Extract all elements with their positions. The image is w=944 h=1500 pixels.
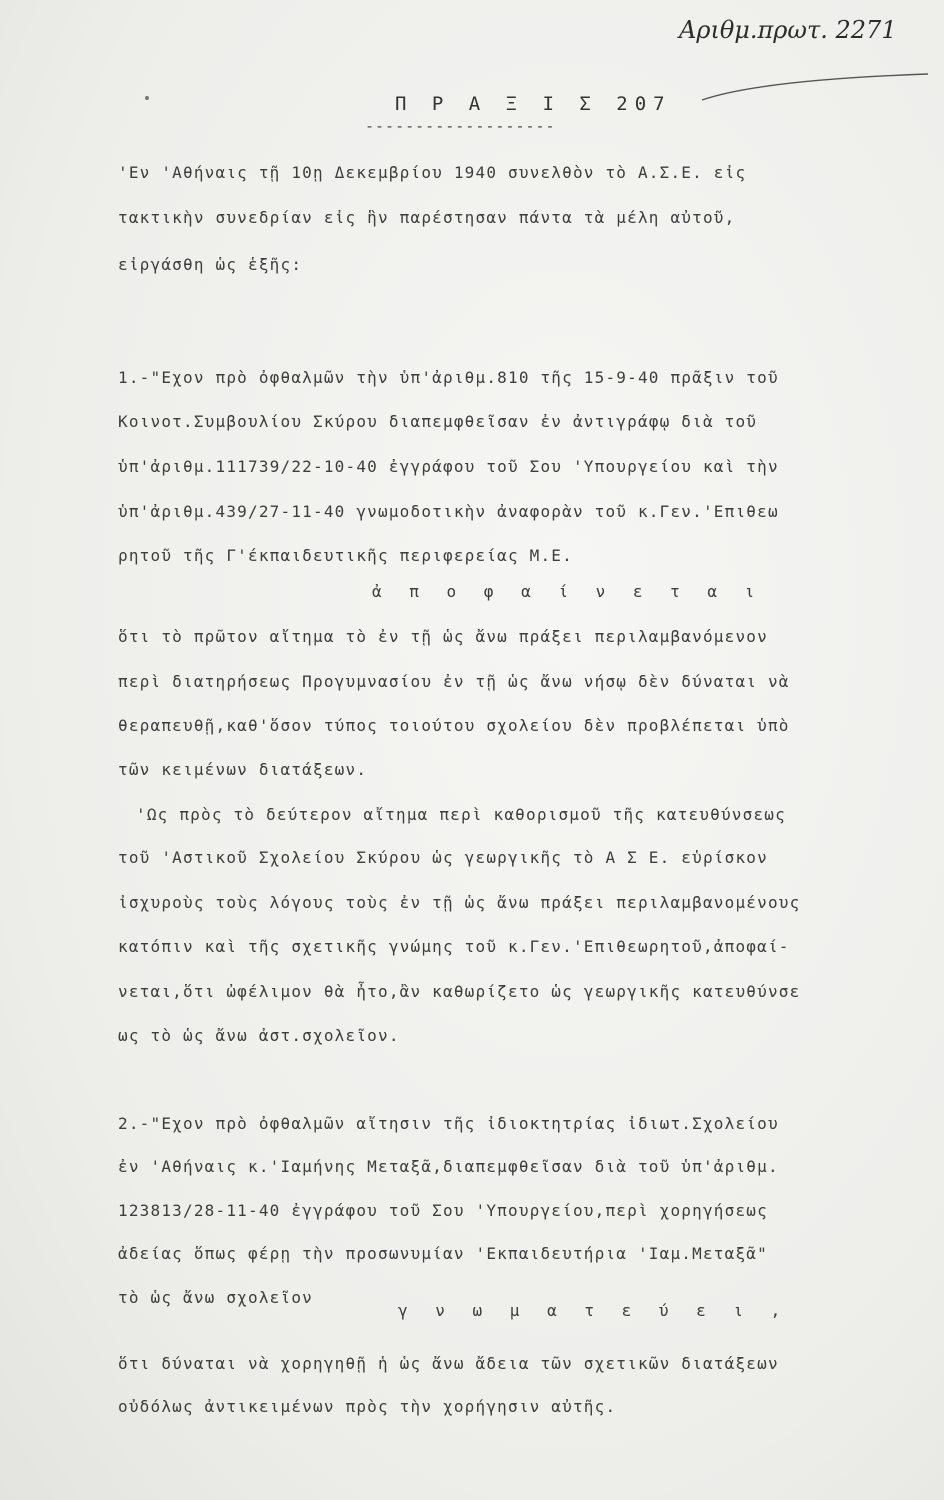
item2-decision-line: ὅτι δύναται νὰ χορηγηθῇ ἡ ὡς ἄνω ἄδεια τῶν σχετικῶν διατάξεων xyxy=(118,1354,779,1373)
item1-decision-line: ὅτι τὸ πρῶτον αἴτημα τὸ ἐν τῇ ὡς ἄνω πράξει περιλαμβανόμενον xyxy=(118,627,768,646)
intro-line: 'Εν 'Αθήναις τῇ 10ῃ Δεκεμβρίου 1940 συνελθὸν τὸ Α.Σ.Ε. εἰς xyxy=(118,163,747,182)
item1-line: 1.-"Εχον πρὸ ὀφθαλμῶν τὴν ὑπ'ἀριθμ.810 τῆς 15-9-40 πρᾶξιν τοῦ xyxy=(118,368,779,387)
item2-line: ἀδείας ὅπως φέρῃ τὴν προσωνυμίαν 'Εκπαιδευτήρια 'Ιαμ.Μεταξᾶ" xyxy=(118,1244,768,1263)
item1-decision-line: κατόπιν καὶ τῆς σχετικῆς γνώμης τοῦ κ.Γεν.'Επιθεωρητοῦ,ἀποφαί- xyxy=(118,937,790,956)
item1-decision-line: περὶ διατηρήσεως Προγυμνασίου ἐν τῇ ὡς ἄνω νήσῳ δὲν δύναται νὰ xyxy=(118,672,790,691)
pen-stroke-mark xyxy=(700,70,930,110)
handwritten-annotation xyxy=(675,6,935,50)
item1-line: Κοινοτ.Συμβουλίου Σκύρου διαπεμφθεῖσαν ἐν ἀντιγράφῳ διὰ τοῦ xyxy=(118,412,758,431)
item1-decision-line: ως τὸ ὡς ἄνω ἀστ.σχολεῖον. xyxy=(118,1026,400,1045)
item1-decision-line: τῶν κειμένων διατάξεων. xyxy=(118,760,368,779)
item1-line: ὑπ'ἀριθμ.439/27-11-40 γνωμοδοτικὴν ἀναφορὰν τοῦ κ.Γεν.'Επιθεω xyxy=(118,502,779,521)
ink-dot xyxy=(145,96,149,100)
item2-line: ἐν 'Αθήναις κ.'Ιαμήνης Μεταξᾶ,διαπεμφθεῖσαν διὰ τοῦ ὑπ'ἀριθμ. xyxy=(118,1157,779,1176)
item2-line: τὸ ὡς ἄνω σχολεῖον xyxy=(118,1288,313,1307)
intro-line: εἰργάσθη ὡς ἑξῆς: xyxy=(118,255,303,274)
item2-decision-line: οὐδόλως ἀντικειμένων πρὸς τὴν χορήγησιν αὐτῆς. xyxy=(118,1397,617,1416)
item1-decision-line: τοῦ 'Αστικοῦ Σχολείου Σκύρου ὡς γεωργικῆς τὸ Α Σ Ε. εὑρίσκον xyxy=(118,848,768,867)
intro-line: τακτικὴν συνεδρίαν εἰς ἣν παρέστησαν πάντα τὰ μέλη αὐτοῦ, xyxy=(118,208,736,227)
handwritten-annotation-text: Αριθμ.πρωτ. 2271 xyxy=(679,16,897,44)
title-underline: ------------------- xyxy=(365,117,556,135)
item1-line: ρητοῦ τῆς Γ'έκπαιδευτικῆς περιφερείας Μ.Ε. xyxy=(118,546,573,565)
item1-line: ὑπ'ἀριθμ.111739/22-10-40 ἐγγράφου τοῦ Σου 'Υπουργείου καὶ τὴν xyxy=(118,457,779,476)
item1-decision-line: νεται,ὅτι ὠφέλιμον θὰ ἦτο,ἂν καθωρίζετο ὡς γεωργικῆς κατευθύνσε xyxy=(118,982,801,1001)
item2-verb: γ ν ω μ α τ ε ύ ε ι , xyxy=(398,1301,790,1320)
item1-decision-line: θεραπευθῇ,καθ'ὅσον τύπος τοιούτου σχολείου δὲν προβλέπεται ὑπὸ xyxy=(118,716,790,735)
document-title: Π Ρ Α Ξ Ι Σ 207 xyxy=(395,93,672,115)
item1-decision-line: ἰσχυροὺς τοὺς λόγους τοὺς ἐν τῇ ὡς ἄνω πράξει περιλαμβανομένους xyxy=(118,893,801,912)
item1-decision-line: 'Ως πρὸς τὸ δεύτερον αἴτημα περὶ καθορισμοῦ τῆς κατευθύνσεως xyxy=(136,805,786,824)
item1-verb: ἀ π ο φ α ί ν ε τ α ι xyxy=(372,582,764,601)
item2-line: 2.-"Εχον πρὸ ὀφθαλμῶν αἴτησιν τῆς ἰδιοκτητρίας ἰδιωτ.Σχολείου xyxy=(118,1114,779,1133)
item2-line: 123813/28-11-40 ἐγγράφου τοῦ Σου 'Υπουργείου,περὶ χορηγήσεως xyxy=(118,1201,768,1220)
